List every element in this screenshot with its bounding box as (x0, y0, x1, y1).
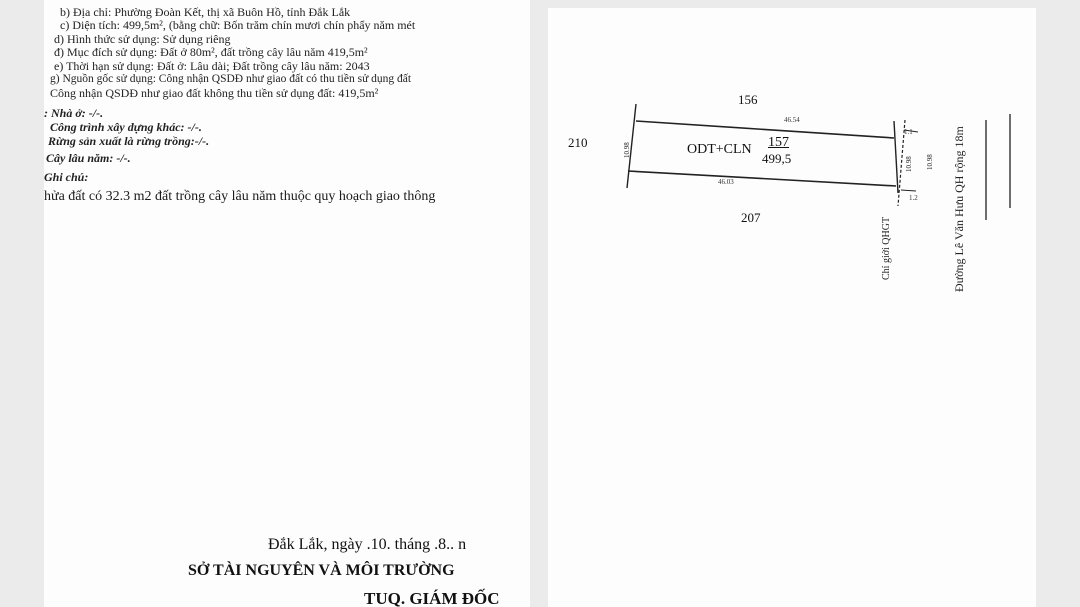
notes-label: Ghi chú: (44, 170, 89, 184)
certificate-text-page (44, 0, 530, 607)
dimension-right-small: 1.1 (904, 128, 913, 136)
parcel-map-page (548, 8, 1036, 607)
usage-purpose-line: đ) Mục đích sử dụng: Đất ở 80m², đất trồng cây lâu năm 419,5m² (54, 45, 368, 59)
perennial-tree-line: Cây lâu năm: -/-. (46, 151, 131, 165)
land-use-code: ODT+CLN (687, 142, 752, 157)
dimension-right-2: 10.98 (926, 154, 934, 170)
parcel-south-number: 207 (741, 210, 761, 225)
parcel-area: 499,5 (762, 151, 792, 166)
parcel-west-number: 210 (568, 135, 588, 150)
production-forest-line: Rừng sản xuất là rừng trồng:-/-. (48, 134, 210, 148)
area-line: c) Diện tích: 499,5m², (bằng chữ: Bốn trăm chín mươi chín phẩy năm mét (60, 18, 416, 32)
other-construction-line: Công trình xây dựng khác: -/-. (50, 120, 202, 134)
dimension-bottom: 46.03 (718, 178, 734, 186)
planning-boundary-label: Chỉ giới QHGT (881, 216, 892, 280)
usage-origin-line: g) Nguồn gốc sử dụng: Công nhận QSDĐ như giao đất có thu tiền sử dụng đất (50, 73, 412, 85)
parcel-north-number: 156 (738, 92, 758, 107)
dimension-top: 46.54 (784, 116, 800, 124)
parcel-number: 157 (768, 135, 789, 150)
issuing-agency: SỞ TÀI NGUYÊN VÀ MÔI TRƯỜNG (188, 562, 455, 579)
parcel-map-drawing (548, 8, 1036, 607)
dimension-left: 10.98 (623, 142, 631, 158)
signature-title: TUQ. GIÁM ĐỐC (364, 589, 500, 607)
address-line: b) Địa chỉ: Phường Đoàn Kết, thị xã Buôn Hồ, tỉnh Đắk Lắk (60, 5, 351, 19)
usage-origin-line-2: Công nhận QSDĐ như giao đất không thu tiền sử dụng đất: 419,5m² (50, 86, 379, 100)
boundary-tick-2 (901, 190, 916, 191)
house-line: : Nhà ở: -/-. (44, 106, 104, 120)
signing-date: Đắk Lắk, ngày .10. tháng .8.. n (268, 536, 467, 553)
parcel-bottom-edge (628, 171, 896, 186)
usage-form-line: d) Hình thức sử dụng: Sử dụng riêng (54, 32, 231, 46)
usage-term-line: e) Thời hạn sử dụng: Đất ở: Lâu dài; Đất trồng cây lâu năm: 2043 (54, 59, 370, 73)
parcel-top-edge (636, 121, 894, 138)
dimension-right-bottom: 1.2 (909, 194, 918, 202)
road-name-label: Đường Lê Văn Hưu QH rộng 18m (952, 126, 966, 292)
dimension-right: 10.98 (905, 156, 913, 172)
parcel-right-edge (894, 121, 898, 193)
notes-text: hửa đất có 32.3 m2 đất trồng cây lâu năm thuộc quy hoạch giao thông (44, 189, 436, 204)
